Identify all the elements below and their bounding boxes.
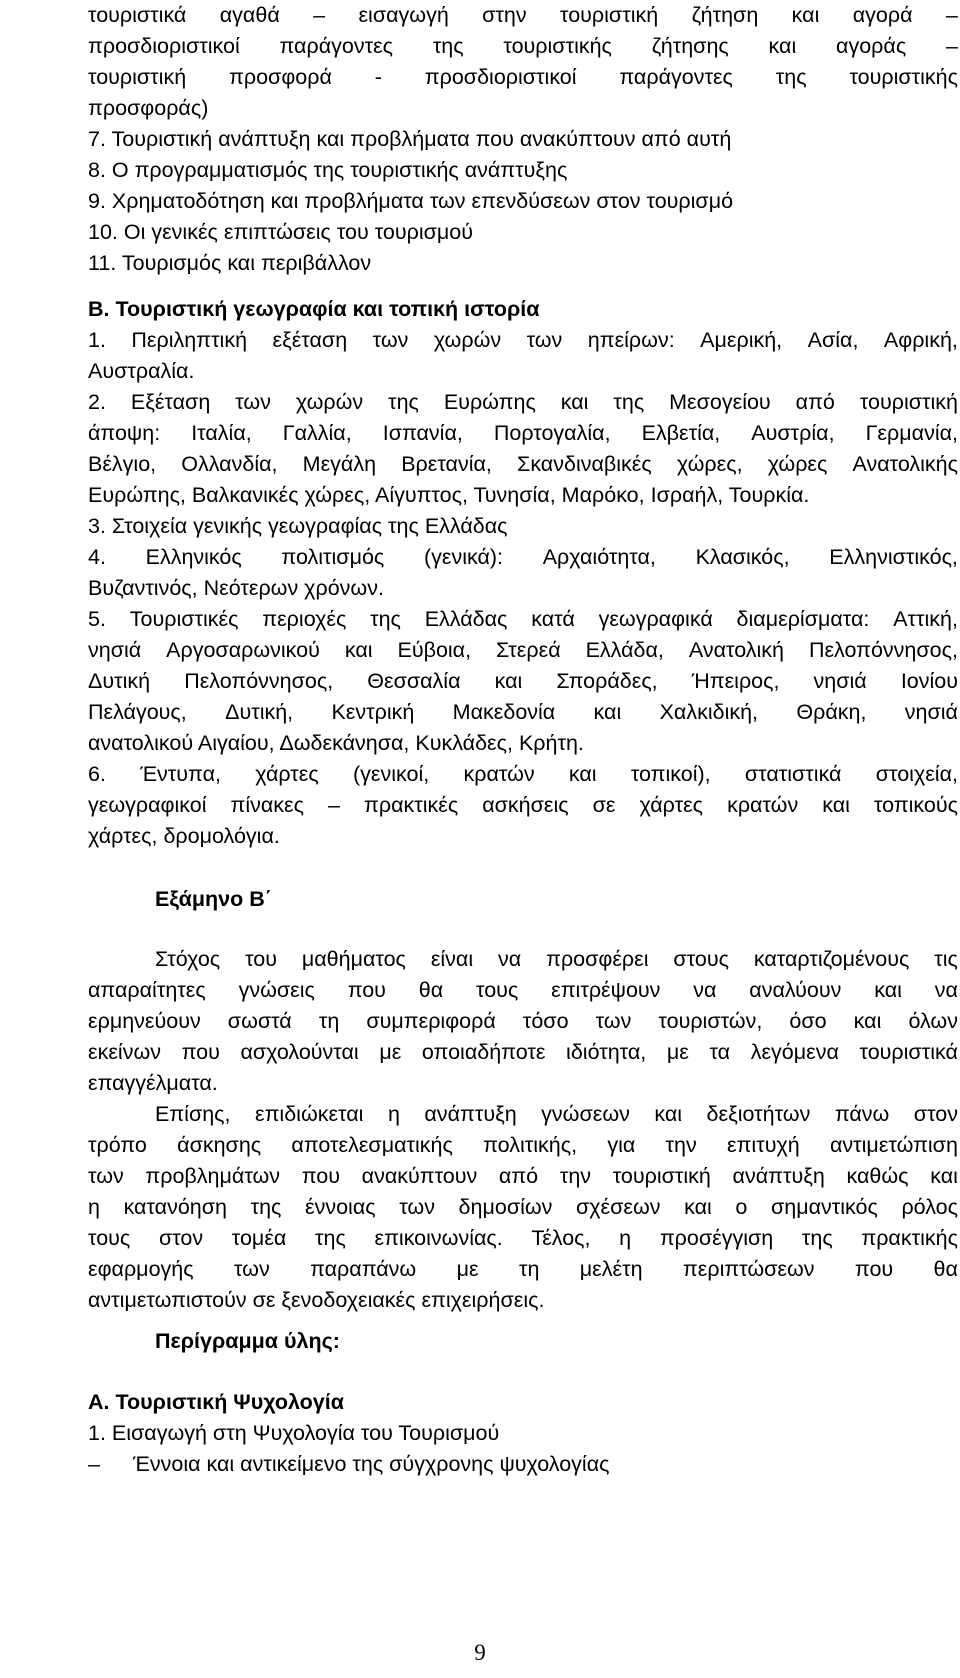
word: θα [933, 1257, 958, 1281]
word: Επίσης, [155, 1102, 231, 1126]
text-line [88, 31, 958, 62]
word: από [498, 1164, 539, 1188]
word: του [245, 947, 277, 971]
word: ερμηνεύουν [88, 1009, 201, 1033]
word: Πελάγους, [88, 700, 187, 724]
word: ζήτησης [651, 34, 729, 58]
word: τη [318, 1009, 340, 1033]
word: σωστά [227, 1009, 292, 1033]
text-line [88, 1006, 958, 1037]
word: Έντυπα, [140, 762, 221, 786]
section-b-list [88, 325, 958, 852]
word: οποιαδήποτε [421, 1040, 546, 1064]
text-line: 3. Στοιχεία γενικής γεωγραφίας της Ελλάδας [88, 514, 508, 538]
word: στην [482, 3, 527, 27]
word: Κλασικός, [695, 545, 790, 569]
word: και [684, 1195, 712, 1219]
text-line [88, 635, 958, 666]
word: πάνω [834, 1102, 890, 1126]
word: ανάπτυξη [424, 1102, 517, 1126]
dash-bullet: – [88, 1452, 100, 1476]
section-a-item-1: 1. Εισαγωγή στη Ψυχολογία του Τουρισμού [88, 1421, 500, 1445]
word: τους [476, 978, 519, 1002]
word: των [526, 328, 563, 352]
word: αποτελεσματικής [291, 1133, 453, 1157]
word: τουριστικής [849, 65, 958, 89]
word: τόσο [522, 1009, 569, 1033]
word: και [853, 1009, 882, 1033]
word: περιοχές [262, 607, 347, 631]
word: της [250, 1195, 282, 1219]
word: Ήπειρος, [691, 669, 780, 693]
section-a-subitem [88, 1449, 610, 1480]
word: της [388, 390, 419, 414]
word: Ελλάδα, [585, 638, 664, 662]
word: εκείνων [88, 1040, 161, 1064]
word: αγορά [852, 3, 913, 27]
word: 5. [88, 607, 106, 631]
word: – [945, 34, 958, 58]
word: όσο [789, 1009, 827, 1033]
subitem-text: Έννοια και αντικείμενο της σύγχρονης ψυχολογίας [133, 1452, 610, 1476]
text-line [88, 387, 958, 418]
section-a-heading: Α. Τουριστική Ψυχολογία [88, 1390, 344, 1414]
word: 1. [88, 328, 106, 352]
text-line: 11. Τουρισμός και περιβάλλον [88, 251, 372, 275]
word: Ελληνικός [145, 545, 242, 569]
text-line [88, 697, 958, 728]
word: να [934, 978, 958, 1002]
word: των [233, 1257, 270, 1281]
word: Αμερική, [700, 328, 783, 352]
word: Γαλλία, [282, 421, 352, 445]
word: ρόλος [901, 1195, 958, 1219]
word: Ιονίου [900, 669, 958, 693]
word: 6. [88, 762, 106, 786]
word: Ευρώπης [443, 390, 536, 414]
word: Αυστρία, [751, 421, 835, 445]
word: - [374, 65, 382, 89]
text-line [88, 1254, 958, 1285]
word: προσδιοριστικοί [424, 65, 577, 89]
word: χώρες [767, 452, 828, 476]
text-line [88, 542, 958, 573]
word: τρόπο [88, 1133, 147, 1157]
word: με [666, 1040, 689, 1064]
word: τομέα [231, 1226, 287, 1250]
word: τους [88, 1226, 131, 1250]
word: χάρτες [639, 793, 704, 817]
word: προσφορά [229, 65, 332, 89]
word: που [347, 978, 386, 1002]
word: μελέτη [579, 1257, 643, 1281]
word: νησιά [904, 700, 958, 724]
word: Θεσσαλία [367, 669, 461, 693]
word: εφαρμογής [88, 1257, 194, 1281]
text-line [88, 325, 958, 356]
word: Βέλγιο, [88, 452, 157, 476]
word: γνώσεις [238, 978, 315, 1002]
word: εξέταση [272, 328, 348, 352]
text-line: 10. Οι γενικές επιπτώσεις του τουρισμού [88, 220, 473, 244]
course-goal-paragraph [88, 944, 958, 1316]
word: που [301, 1164, 340, 1188]
word: και [768, 34, 797, 58]
word: επιτυχή [727, 1133, 800, 1157]
text-line [88, 1130, 958, 1161]
word: Ιταλία, [191, 421, 252, 445]
word: έννοιας [305, 1195, 376, 1219]
text-line: 7. Τουριστική ανάπτυξη και προβλήματα που ανακύπτουν από αυτή [88, 127, 732, 151]
topics-list-continued [88, 0, 958, 279]
word: τοπικοί), [630, 762, 711, 786]
word: καταρτιζομένους [753, 947, 910, 971]
word: στοιχεία, [875, 762, 958, 786]
word: Πελοπόννησος, [808, 638, 958, 662]
word: που [854, 1257, 894, 1281]
word: των [595, 1009, 632, 1033]
word: νησιά [813, 669, 867, 693]
word: Ολλανδία, [181, 452, 278, 476]
word: Δυτική [88, 669, 151, 693]
text-line [88, 666, 958, 697]
word: των [235, 390, 271, 414]
word: Στερεά [496, 638, 561, 662]
word: πολιτισμός [281, 545, 385, 569]
page-number: 9 [474, 1640, 486, 1665]
word: και [593, 700, 622, 724]
word: προσδιοριστικοί [88, 34, 240, 58]
word: την [665, 1133, 697, 1157]
word: Αργοσαρωνικού [166, 638, 320, 662]
word: Ανατολική [688, 638, 784, 662]
word: Γερμανία, [865, 421, 958, 445]
word: τουριστικής [503, 34, 612, 58]
word: (γενικοί, [353, 762, 430, 786]
word: αγοράς [836, 34, 907, 58]
word: στατιστικά [744, 762, 842, 786]
word: της [613, 390, 645, 414]
text-line [88, 418, 958, 449]
word: σε [592, 793, 616, 817]
word: με [379, 1040, 402, 1064]
word: Τουριστικές [129, 607, 239, 631]
word: θα [418, 978, 444, 1002]
word: αναλύουν [749, 978, 842, 1002]
word: Τέλος, [531, 1226, 591, 1250]
word: Ελβετία, [641, 421, 721, 445]
word: προσέγγιση [659, 1226, 774, 1250]
word: Στόχος [155, 947, 221, 971]
text-line: προσφοράς) [88, 96, 209, 120]
word: Σκανδιναβικές [517, 452, 652, 476]
word: αντιμετώπιση [829, 1133, 958, 1157]
word: από [795, 390, 835, 414]
word: στον [158, 1226, 204, 1250]
text-line [88, 604, 958, 635]
word: ηπείρων: [587, 328, 675, 352]
word: ιδιότητα, [566, 1040, 647, 1064]
word: των [372, 328, 409, 352]
text-line: ανατολικού Αιγαίου, Δωδεκάνησα, Κυκλάδες, Κρήτη. [88, 731, 584, 755]
text-line [88, 944, 958, 975]
section-b-heading: Β. Τουριστική γεωγραφία και τοπική ιστορία [88, 297, 540, 321]
text-line: Αυστραλία. [88, 359, 195, 383]
word: πολιτικής, [483, 1133, 578, 1157]
word: Αττική, [893, 607, 958, 631]
word: πίνακες [230, 793, 304, 817]
word: παραπάνω [310, 1257, 417, 1281]
text-line [88, 1223, 958, 1254]
word: χωρών [295, 390, 364, 414]
text-line: 9. Χρηματοδότηση και προβλήματα των επενδύσεων στον τουρισμό [88, 189, 734, 213]
word: η [619, 1226, 632, 1250]
word: Ασία, [807, 328, 859, 352]
word: που [181, 1040, 220, 1064]
word: της [775, 65, 807, 89]
word: τουριστική [88, 65, 187, 89]
word: στους [673, 947, 729, 971]
text-line [88, 62, 958, 93]
word: διαμερίσματα: [736, 607, 870, 631]
word: τουριστική [612, 1164, 711, 1188]
word: όλων [908, 1009, 958, 1033]
text-line: χάρτες, δρομολόγια. [88, 824, 280, 848]
word: δεξιοτήτων [706, 1102, 811, 1126]
word: τουριστών, [658, 1009, 763, 1033]
word: τουριστικά [859, 1040, 958, 1064]
word: Εύβοια, [397, 638, 472, 662]
word: Μεγάλη [302, 452, 377, 476]
word: την [559, 1164, 592, 1188]
word: περιπτώσεων [682, 1257, 815, 1281]
word: χάρτες [255, 762, 319, 786]
text-line: 8. Ο προγραμματισμός της τουριστικής ανάπτυξης [88, 158, 568, 182]
word: κρατών [463, 762, 535, 786]
word: Ελλάδας [424, 607, 508, 631]
word: επιτρέψουν [551, 978, 661, 1002]
word: ασχολούνται [240, 1040, 359, 1064]
word: τουριστικά [88, 3, 187, 27]
word: και [560, 390, 589, 414]
text-line [88, 0, 958, 31]
word: για [607, 1133, 636, 1157]
word: γνώσεων [541, 1102, 630, 1126]
word: τις [934, 947, 958, 971]
word: μαθήματος [301, 947, 406, 971]
word: στον [913, 1102, 958, 1126]
word: καθώς [846, 1164, 909, 1188]
word: (γενικά): [423, 545, 504, 569]
word: των [88, 1164, 124, 1188]
word: τουριστική [859, 390, 958, 414]
word: και [791, 3, 820, 27]
text-line [88, 1161, 958, 1192]
word: επιδιώκεται [255, 1102, 364, 1126]
word: πρακτικές [364, 793, 459, 817]
word: Εξέταση [130, 390, 211, 414]
word: Κεντρική [331, 700, 415, 724]
text-line: αντιμετωπιστούν σε ξενοδοχειακές επιχειρήσεις. [88, 1288, 545, 1312]
word: νησιά [88, 638, 142, 662]
word: – [945, 3, 958, 27]
word: και [822, 793, 850, 817]
word: 2. [88, 390, 106, 414]
word: παράγοντες [279, 34, 394, 58]
word: ανακύπτουν [361, 1164, 478, 1188]
word: άσκησης [177, 1133, 262, 1157]
word: και [344, 638, 373, 662]
word: γεωγραφικά [598, 607, 713, 631]
word: των [399, 1195, 435, 1219]
word: της [801, 1226, 833, 1250]
word: Περιληπτική [131, 328, 248, 352]
syllabus-heading: Περίγραμμα ύλης: [155, 1329, 340, 1353]
word: αγαθά [219, 3, 280, 27]
text-line [88, 1099, 958, 1130]
word: Αρχαιότητα, [542, 545, 656, 569]
word: με [456, 1257, 479, 1281]
word: της [432, 34, 464, 58]
text-line [88, 975, 958, 1006]
word: και [654, 1102, 683, 1126]
word: άποψη: [88, 421, 161, 445]
word: απαραίτητες [88, 978, 206, 1002]
semester-heading: Εξάμηνο Β΄ [155, 887, 272, 911]
word: τουριστική [560, 3, 659, 27]
word: χώρες, [676, 452, 743, 476]
word: και [874, 978, 902, 1002]
word: Σποράδες, [556, 669, 658, 693]
word: εισαγωγή [358, 3, 449, 27]
word: προβλημάτων [145, 1164, 281, 1188]
word: να [693, 978, 717, 1002]
word: κατά [531, 607, 575, 631]
word: λεγόμενα [750, 1040, 839, 1064]
word: Δυτική, [225, 700, 294, 724]
word: σημαντικός [770, 1195, 878, 1219]
word: η [88, 1195, 100, 1219]
word: τα [709, 1040, 731, 1064]
word: σχέσεων [576, 1195, 661, 1219]
word: τοπικούς [873, 793, 958, 817]
word: Βρετανία, [401, 452, 492, 476]
word: Αφρική, [883, 328, 958, 352]
text-line [88, 759, 958, 790]
word: κατανόηση [123, 1195, 227, 1219]
text-line: Βυζαντινός, Νεότερων χρόνων. [88, 576, 384, 600]
word: και [494, 669, 523, 693]
word: γεωγραφικοί [88, 793, 207, 817]
word: τη [518, 1257, 540, 1281]
word: ασκήσεις [482, 793, 569, 817]
word: συμπεριφορά [366, 1009, 496, 1033]
word: παράγοντες [619, 65, 733, 89]
word: χωρών [433, 328, 502, 352]
word: να [498, 947, 522, 971]
text-line [88, 1192, 958, 1223]
word: επικοινωνίας. [374, 1226, 503, 1250]
word: Ισπανία, [382, 421, 463, 445]
word: δημοσίων [458, 1195, 553, 1219]
word: Θράκη, [796, 700, 867, 724]
word: – [313, 3, 326, 27]
word: – [328, 793, 340, 817]
word: Ελληνιστικός, [829, 545, 958, 569]
word: Πορτογαλία, [493, 421, 611, 445]
word: και [568, 762, 597, 786]
word: Πελοπόννησος, [184, 669, 334, 693]
text-line [88, 449, 958, 480]
text-line [88, 1037, 958, 1068]
word: προσφέρει [546, 947, 649, 971]
word: Μεσογείου [669, 390, 771, 414]
text-line [88, 790, 958, 821]
word: πρακτικής [861, 1226, 958, 1250]
word: κρατών [727, 793, 799, 817]
word: η [387, 1102, 400, 1126]
word: ανάπτυξη [732, 1164, 825, 1188]
text-line: Ευρώπης, Βαλκανικές χώρες, Αίγυπτος, Τυνησία, Μαρόκο, Ισραήλ, Τουρκία. [88, 483, 810, 507]
word: Χαλκιδική, [659, 700, 759, 724]
text-line: επαγγέλματα. [88, 1071, 218, 1095]
word: και [930, 1164, 958, 1188]
word: Ανατολικής [852, 452, 958, 476]
word: 4. [88, 545, 106, 569]
word: ζήτηση [691, 3, 759, 27]
word: ο [735, 1195, 748, 1219]
word: της [370, 607, 401, 631]
word: Μακεδονία [452, 700, 556, 724]
word: της [315, 1226, 346, 1250]
word: είναι [430, 947, 474, 971]
